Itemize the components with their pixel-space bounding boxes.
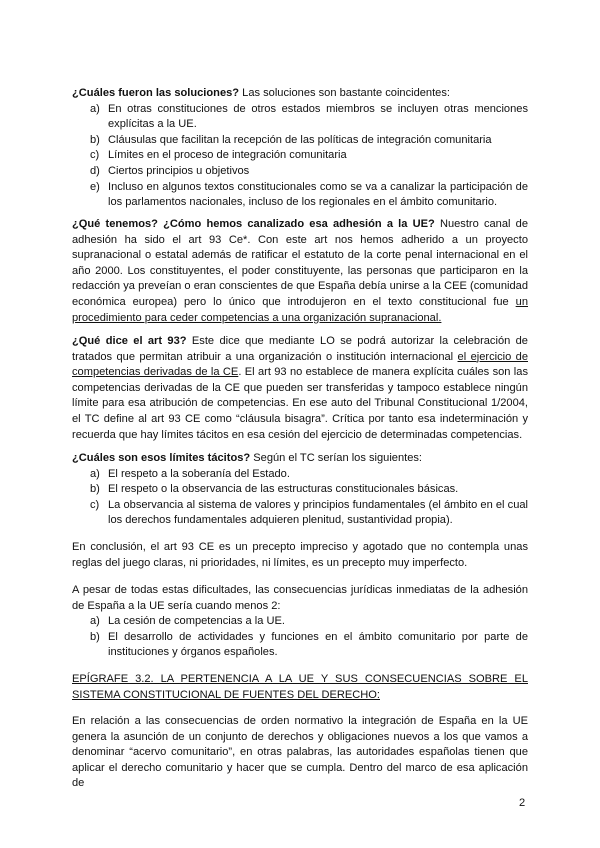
question-art93: ¿Qué dice el art 93? <box>72 335 187 347</box>
list-item <box>72 164 528 180</box>
art93-body-1: Este dice que mediante LO se podrá autorizar la celebración de tratados que permitan atribuir a una organización o institución internacional <box>72 335 528 363</box>
question-soluciones: ¿Cuáles fueron las soluciones? <box>72 87 240 99</box>
list-marker: d) <box>90 164 100 177</box>
list-item <box>72 482 528 498</box>
list-item <box>72 498 528 529</box>
list-item-text: Ciertos principios u objetivos <box>108 164 250 177</box>
soluciones-intro: Las soluciones son bastante coincidentes: <box>239 87 450 99</box>
question-limites: ¿Cuáles son esos límites tácitos? <box>72 452 251 464</box>
list-item <box>72 102 528 133</box>
consecuencias-intro: A pesar de todas estas dificultades, las consecuencias jurídicas inmediatas de la adhesión de España a la UE sería cuando menos 2: <box>72 584 528 612</box>
list-marker: a) <box>90 467 100 480</box>
tenemos-body: Nuestro canal de adhesión ha sido el art 93 Ce*. Con este art nos hemos adherido a un proyecto supranacional o estatal además de ratificar el estatuto de la corte penal internacional en el año 2000. Los constituyentes, el poder constituyente, las personas que participaron en la redacción ya preveían o eran conscientes de que España debía unirse a la CEE (comunidad económica europea) pero lo único que introdujeron en el texto constitucional fue <box>72 218 528 308</box>
list-marker: e) <box>90 180 100 193</box>
list-item-text: El respeto o la observancia de las estructuras constitucionales básicas. <box>108 483 459 496</box>
list-item-text: El desarrollo de actividades y funciones en el ámbito comunitario por parte de instituciones y órganos españoles. <box>108 630 528 659</box>
limites-list <box>72 467 528 529</box>
list-marker: c) <box>90 498 100 511</box>
limites-intro: Según el TC serían los siguientes: <box>250 452 423 464</box>
soluciones-list <box>72 102 528 211</box>
soluciones-intro-line <box>72 86 528 102</box>
list-marker: b) <box>90 133 100 146</box>
consecuencias-list <box>72 614 528 661</box>
list-marker: b) <box>90 630 100 643</box>
list-item <box>72 133 528 149</box>
limites-intro-line <box>72 451 528 467</box>
section-consecuencias <box>72 583 528 661</box>
list-item-text: Incluso en algunos textos constitucionales como se va a canalizar la participación de los parlamentos nacionales, incluso de los regionales en el ámbito comunitario. <box>108 180 528 209</box>
conclusion-paragraph: En conclusión, el art 93 CE es un precepto impreciso y agotado que no contempla unas reglas del juego claras, ni prioridades, ni límites, es un precepto muy imperfecto. <box>72 541 528 569</box>
list-item-text: La observancia al sistema de valores y principios fundamentales (el ámbito en el cual los derechos fundamentales adquieren plenitud, sustantividad propia). <box>108 498 528 527</box>
question-tenemos: ¿Qué tenemos? ¿Cómo hemos canalizado esa adhesión a la UE? <box>72 218 435 230</box>
list-marker: a) <box>90 102 100 115</box>
list-item-text: El respeto a la soberanía del Estado. <box>108 467 290 480</box>
section-limites <box>72 451 528 529</box>
list-item <box>72 630 528 661</box>
list-item-text: En otras constituciones de otros estados miembros se incluyen otras menciones explícitas a la UE. <box>108 102 528 131</box>
section-soluciones <box>72 86 528 211</box>
list-item-text: Límites en el proceso de integración comunitaria <box>108 149 347 162</box>
list-marker: a) <box>90 615 100 628</box>
list-item-text: Cláusulas que facilitan la recepción de las políticas de integración comunitaria <box>108 133 492 146</box>
final-paragraph: En relación a las consecuencias de orden normativo la integración de España en la UE genera la asunción de un conjunto de derechos y obligaciones nuevos a los que vamos a denominar “acervo comunitario”, en otras palabras, las autoridades españolas tienen que aplicar el derecho comunitario y hacer que se cumpla. Dentro del marco de esa aplicación de <box>72 715 528 790</box>
list-item <box>72 467 528 483</box>
list-marker: b) <box>90 483 100 496</box>
list-item <box>72 614 528 630</box>
page-number: 2 <box>519 797 526 809</box>
list-marker: c) <box>90 149 100 162</box>
epigrafe-heading: EPÍGRAFE 3.2. LA PERTENENCIA A LA UE Y SUS CONSECUENCIAS SOBRE EL SISTEMA CONSTITUCIONAL DE FUENTES DEL DERECHO: <box>72 673 528 701</box>
tenemos-underlined: un procedimiento para ceder competencias a una organización supranacional. <box>72 295 528 324</box>
art93-underlined: el ejercicio de competencias derivadas de la CE <box>72 350 528 379</box>
list-item <box>72 180 528 211</box>
list-item-text: La cesión de competencias a la UE. <box>108 615 285 628</box>
list-item <box>72 148 528 164</box>
section-art93 <box>72 334 528 443</box>
section-tenemos <box>72 217 528 326</box>
art93-body-2: . El art 93 no establece de manera explícita cuáles son las competencias derivadas de la CE que pueden ser transferidas y tampoco establece ningún límite para esa atribución de competencias. En ese auto del Tribunal Constitucional 1/2004, el TC define al art 93 CE como “cláusula bisagra”. Crítica por tanto esa indeterminación y recuerda que hay límites tácitos en esa cesión del ejercicio de determinadas competencias. <box>72 366 528 441</box>
